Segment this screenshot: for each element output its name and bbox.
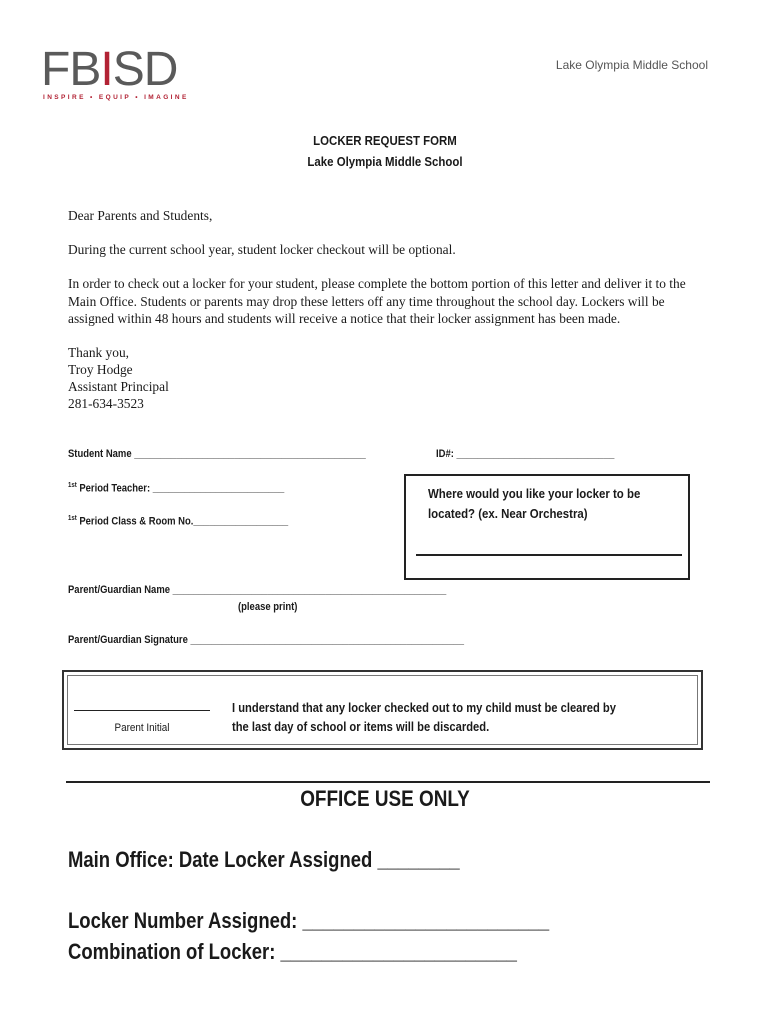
parent-initial-label: Parent Initial [114,722,170,734]
letter-paragraph-2: In order to check out a locker for your student, please complete the bottom portion of this letter and deliver it to the Main Office. Students or parents may drop these letters off any time throughout the school day. Lockers will be assigned within 48 hours and students will receive a notice that their locker assignment has been made. [68,276,686,326]
locker-combination-field[interactable]: Combination of Locker: _______________________ [68,939,517,964]
student-name-field[interactable]: Student Name ____________________________________________ [68,448,366,460]
locker-location-line [416,554,682,556]
office-use-title: OFFICE USE ONLY [300,786,470,811]
signer-name: Troy Hodge [68,362,133,377]
letter-paragraph-1: During the current school year, student locker checkout will be optional. [68,242,456,257]
fbisd-logo [41,43,178,96]
logo-accent: I [100,43,113,96]
first-period-class-label: Period Class & Room No.__________________ [79,515,289,528]
locker-location-question: Where would you like your locker to be located? (ex. Near Orchestra) [428,486,641,521]
parent-signature-field[interactable]: Parent/Guardian Signature ____________________________________________________ [68,634,465,646]
letter-greeting: Dear Parents and Students, [68,208,213,223]
logo-main: FB [41,43,101,96]
first-period-sup: 1st [68,482,77,489]
logo-tagline: INSPIRE • EQUIP • IMAGINE [43,94,189,101]
signer-title: Assistant Principal [68,379,169,394]
signer-phone: 281-634-3523 [68,396,144,411]
parent-name-field[interactable]: Parent/Guardian Name ____________________________________________________ [68,584,447,596]
please-print-label: (please print) [238,601,298,613]
form-subtitle: Lake Olympia Middle School [307,154,463,169]
first-period-teacher-label: Period Teacher: _________________________ [79,482,285,495]
parent-initial-box [62,670,703,750]
first-period-teacher-field[interactable] [68,482,284,495]
first-period-class-field[interactable] [68,515,288,528]
locker-location-box[interactable] [404,474,690,580]
school-name-header: Lake Olympia Middle School [555,58,708,72]
first-period-class-sup: 1st [68,515,77,522]
locker-number-field[interactable]: Locker Number Assigned: ________________________ [68,908,550,933]
date-locker-assigned-field[interactable]: Main Office: Date Locker Assigned ________ [68,847,460,872]
office-divider [66,781,710,783]
understand-statement: I understand that any locker checked out to my child must be cleared by the last day of school or items will be discarded. [232,700,616,734]
parent-initial-line[interactable] [74,710,210,711]
form-title: LOCKER REQUEST FORM [313,133,457,148]
logo-end: SD [112,43,178,96]
letter-closing: Thank you, [68,345,129,360]
student-id-field[interactable]: ID#: ______________________________ [436,448,615,460]
